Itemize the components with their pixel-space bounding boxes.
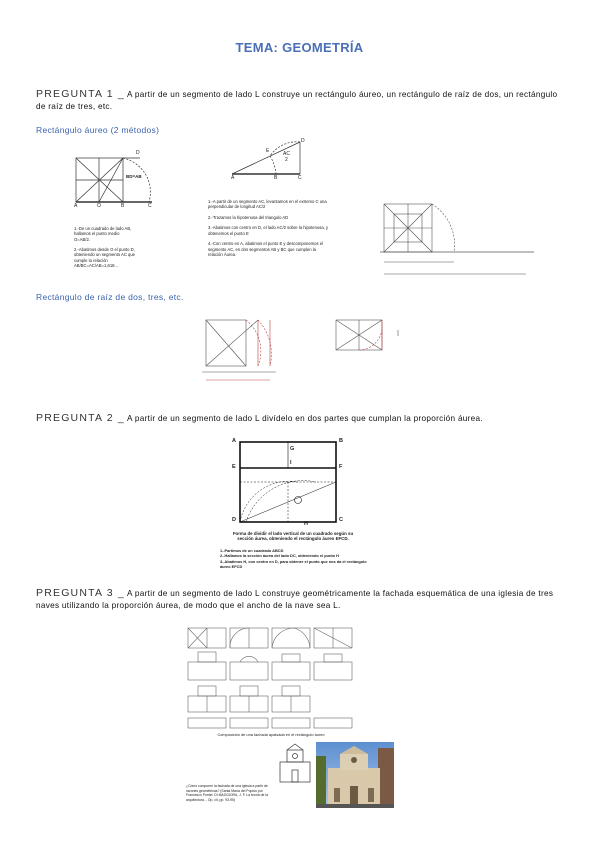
church-photo xyxy=(316,742,394,808)
fig1-label-a: A xyxy=(74,203,78,209)
q2-label-h: H xyxy=(304,521,308,527)
subheading-root-rectangles: Rectángulo de raíz de dos, tres, etc. xyxy=(36,292,184,302)
fig2-label-a: A xyxy=(231,175,235,181)
q2-label-f: F xyxy=(339,464,343,470)
question-1-heading: PREGUNTA 1 _ xyxy=(36,88,125,100)
fig1-label-bd: BD=AB xyxy=(126,174,142,179)
question-1 xyxy=(36,88,566,113)
q2-label-a: A xyxy=(232,438,236,444)
figure-golden-rectangle-method-1 xyxy=(72,150,162,212)
subheading-golden-rectangle: Rectángulo áureo (2 métodos) xyxy=(36,125,160,135)
q3-reference: ¿Cómo componer la fachada de una iglesia a partir de razones geométricas? (Santa María del Popolo por Francesco Pontel. DI MAGGIORA, J. F. La teoría de la arquitectura. - Op. cit. pp. 93-95) xyxy=(186,784,268,802)
fig1-label-b: B xyxy=(121,203,125,209)
q3-caption: Composición de una fachada apaisada en el rectángulo áureo xyxy=(217,732,325,737)
q2-label-i: I xyxy=(290,460,292,466)
q2-label-g: G xyxy=(290,446,295,452)
fig2-label-c: C xyxy=(298,175,302,181)
fig2-note: 1.-A partir de un segmento AC, levantamos en el extremo C una perpendicular de longitud AC/2 2.-Trazamos la hipotenusa del triangulo AD 3.-Abatimos con centro en D, el lado AC/2 sobre la hipotenusa, y obtenemos el punto E 4.-Con centro en A, abatimos el punto E y descomponemos el segmento AC, en dos segmentos AB y BC que cumplen la relación Áurea. xyxy=(208,199,329,257)
q2-label-c: C xyxy=(339,517,343,523)
q2-steps: 1.-Partimos de un cuadrado ABCD 2.-Hallamos la sección áurea del lado DC, obteniendo el punto H 3.-Abatimos H, con centro en D, para obtener el punto que nos da el rectángulo áureo EFCD xyxy=(220,548,367,569)
question-2-heading: PREGUNTA 2 _ xyxy=(36,412,125,424)
q2-label-b: B xyxy=(339,438,343,444)
figure-golden-section-square xyxy=(226,438,354,528)
fig1-label-c: C xyxy=(148,203,152,209)
figure-root-rectangles-sketch xyxy=(198,314,280,390)
question-3 xyxy=(36,587,566,612)
question-3-text: A partir de un segmento de lado L construye geométricamente la fachada esquemática de una iglesia de tres naves utilizando la proporción áurea, de modo que el ancho de la nave sea L. xyxy=(36,589,554,610)
question-1-text: A partir de un segmento de lado L construye un rectángulo áureo, un rectángulo de raíz de dos, un rectángulo de raíz de tres, etc. xyxy=(36,90,558,111)
fig2-label-ac: AC xyxy=(283,151,290,157)
page-title: TEMA: GEOMETRÍA xyxy=(235,40,364,55)
question-2 xyxy=(36,412,566,425)
figure-facade-construction-grid xyxy=(184,624,358,730)
q2-label-d: D xyxy=(232,517,236,523)
figure-facade-diagram xyxy=(278,742,312,784)
fig2-label-b: B xyxy=(274,175,278,181)
question-3-heading: PREGUNTA 3 _ xyxy=(36,587,125,599)
fig1-label-o: O xyxy=(97,203,101,209)
figure-golden-rectangle-sketch xyxy=(376,196,538,282)
question-2-text: A partir de un segmento de lado L divídelo en dos partes que cumplan la proporción áurea. xyxy=(124,414,483,423)
fig2-label-two: 2 xyxy=(285,157,288,163)
q2-caption: Forma de dividir el lado vertical de un cuadrado según su sección áurea, obteniendo el rectángulo áureo EFCD. xyxy=(232,531,354,542)
fig2-label-d: D xyxy=(301,138,305,144)
fig1-label-d: D xyxy=(136,150,140,156)
q2-label-e: E xyxy=(232,464,236,470)
fig1-note: 1.-De un cuadrado de lado AB, hallamos el punto medio O=AB/2. 2.-Abatimos desde O el punto D, obteniendo un segmento AC que cumple la relación AB/BC=AC/AB=1,618... xyxy=(74,226,135,269)
figure-golden-rectangle-method-2 xyxy=(228,138,308,180)
fig2-label-e: E xyxy=(266,148,270,154)
figure-root-rectangle-sketch-2 xyxy=(332,316,406,364)
